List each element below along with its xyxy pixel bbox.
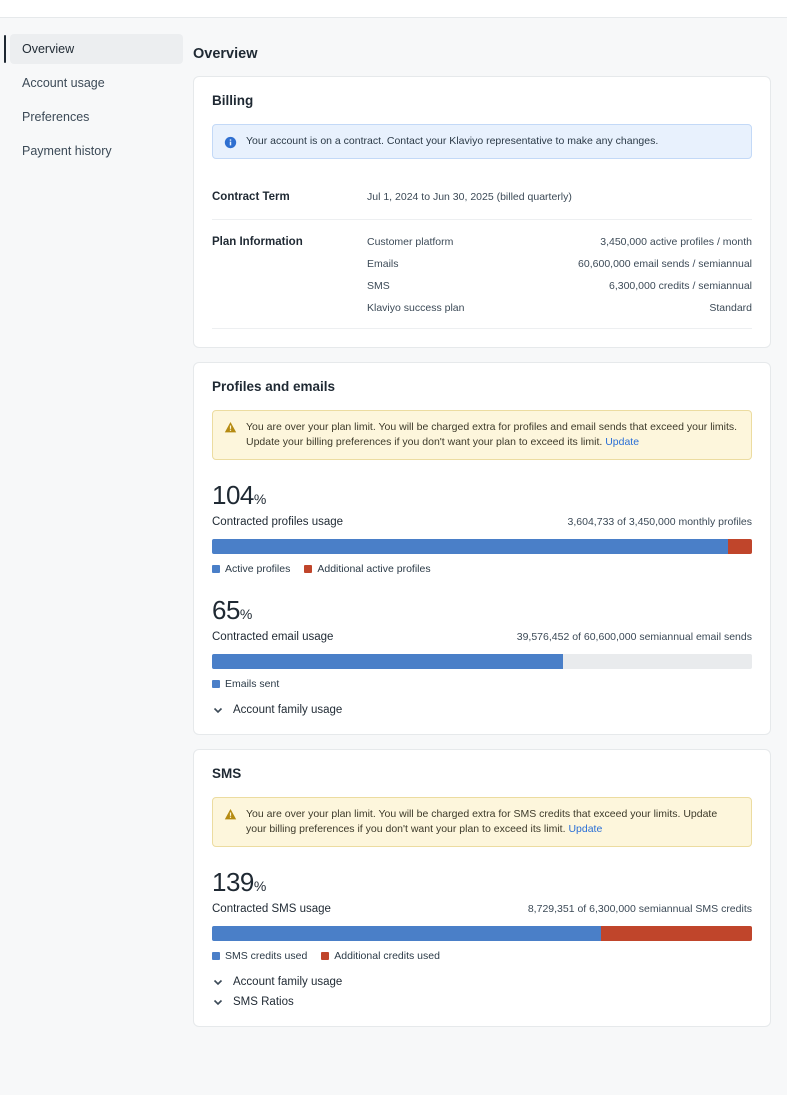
settings-sidebar [0, 18, 193, 170]
legend-label: Additional credits used [334, 950, 440, 962]
legend-swatch-blue [212, 952, 220, 960]
page-title: Overview [193, 46, 258, 62]
plan-line-value: 3,450,000 active profiles / month [600, 236, 752, 248]
plan-line-value: Standard [709, 302, 752, 314]
sms-ratios-label: SMS Ratios [233, 996, 294, 1008]
warning-icon [224, 421, 237, 434]
sidebar-item-overview[interactable] [10, 34, 183, 64]
profiles-usage-legend [212, 563, 752, 575]
plan-line-value: 6,300,000 credits / semiannual [608, 280, 752, 292]
main-content [193, 18, 787, 1041]
email-usage-bar [212, 654, 752, 669]
sidebar-item-label: Account usage [22, 76, 105, 90]
plan-line [367, 278, 752, 300]
percent-sign: % [253, 491, 266, 507]
legend-label: SMS credits used [225, 950, 308, 962]
profiles-emails-warning-text: You are over your plan limit. You will be charged extra for profiles and email sends that exceed your limits. Update your billing preferences if you don't want your plan to exceed its limit. [246, 421, 738, 448]
percent-sign: % [239, 606, 252, 622]
email-usage-detail: 39,576,452 of 60,600,000 semiannual email sends [516, 631, 752, 643]
profiles-usage-detail: 3,604,733 of 3,450,000 monthly profiles [567, 516, 752, 528]
legend-item-emails-sent [212, 678, 279, 690]
sidebar-item-account-usage[interactable] [10, 68, 183, 98]
legend-item-sms-credits-used [212, 950, 307, 962]
update-billing-preferences-link[interactable]: Update [568, 823, 603, 835]
sms-usage-bar [212, 926, 752, 941]
chevron-down-icon [212, 996, 224, 1008]
legend-swatch-red [304, 565, 312, 573]
plan-line-value: 60,600,000 email sends / semiannual [578, 258, 752, 270]
plan-line-name: Customer platform [367, 236, 454, 248]
email-usage-percent-value: 65 [212, 595, 240, 625]
sms-usage-bar-overage [601, 926, 752, 941]
sms-account-family-usage-toggle[interactable] [212, 976, 752, 988]
sms-usage-percent-value: 139 [212, 867, 254, 897]
contract-info-banner [212, 124, 752, 159]
sms-warning-banner [212, 797, 752, 847]
info-icon [224, 136, 237, 149]
email-usage-bar-base [212, 654, 563, 669]
sms-usage-percent [212, 867, 752, 901]
profiles-usage-row [212, 516, 752, 528]
legend-item-additional-active-profiles [304, 563, 430, 575]
profiles-usage-percent-value: 104 [212, 480, 254, 510]
plan-information-row [212, 220, 752, 329]
profiles-usage-bar-overage [728, 539, 752, 554]
plan-line-name: Klaviyo success plan [367, 302, 465, 314]
sms-usage-label: Contracted SMS usage [212, 903, 331, 915]
sidebar-item-payment-history[interactable] [10, 136, 183, 166]
warning-icon [224, 808, 237, 821]
sms-account-family-usage-label: Account family usage [233, 976, 343, 988]
billing-card [193, 76, 771, 348]
profiles-usage-percent [212, 480, 752, 514]
plan-line [367, 300, 752, 314]
chevron-down-icon [212, 976, 224, 988]
percent-sign: % [253, 878, 266, 894]
profiles-emails-warning-banner [212, 410, 752, 460]
sms-card-title: SMS [212, 766, 242, 781]
plan-line [367, 256, 752, 278]
legend-item-additional-credits-used [321, 950, 440, 962]
sidebar-item-preferences[interactable] [10, 102, 183, 132]
profiles-usage-bar-base [212, 539, 728, 554]
legend-label: Additional active profiles [317, 563, 431, 575]
sms-usage-detail: 8,729,351 of 6,300,000 semiannual SMS credits [527, 903, 752, 915]
contract-term-value: Jul 1, 2024 to Jun 30, 2025 (billed quarterly) [367, 191, 572, 203]
contract-term-row [212, 175, 752, 220]
sidebar-item-label: Preferences [22, 110, 90, 124]
sms-card [193, 749, 771, 1027]
chevron-down-icon [212, 704, 224, 716]
sms-usage-bar-base [212, 926, 601, 941]
sms-ratios-toggle[interactable] [212, 996, 752, 1008]
contract-info-text: Your account is on a contract. Contact your Klaviyo representative to make any changes. [246, 135, 659, 147]
plan-information-label: Plan Information [212, 236, 303, 248]
email-usage-label: Contracted email usage [212, 631, 334, 643]
legend-swatch-blue [212, 680, 220, 688]
legend-swatch-blue [212, 565, 220, 573]
billing-card-title: Billing [212, 93, 254, 108]
plan-line-name: Emails [367, 258, 399, 270]
legend-item-active-profiles [212, 563, 290, 575]
legend-swatch-red [321, 952, 329, 960]
profiles-usage-bar [212, 539, 752, 554]
sms-warning-text: You are over your plan limit. You will be charged extra for SMS credits that exceed your limits. Update your billing preferences if you don't want your plan to exceed its limit. [246, 808, 718, 835]
legend-label: Active profiles [225, 563, 291, 575]
legend-label: Emails sent [225, 678, 280, 690]
sms-usage-row [212, 903, 752, 915]
update-billing-preferences-link[interactable]: Update [605, 436, 640, 448]
plan-line [367, 234, 752, 256]
email-usage-legend [212, 678, 752, 690]
top-chrome-bar [0, 0, 787, 18]
account-family-usage-toggle[interactable] [212, 704, 752, 716]
profiles-usage-label: Contracted profiles usage [212, 516, 344, 528]
profiles-emails-card-title: Profiles and emails [212, 379, 336, 394]
email-usage-row [212, 631, 752, 643]
account-family-usage-label: Account family usage [233, 704, 343, 716]
contract-term-label: Contract Term [212, 191, 290, 203]
sidebar-item-label: Payment history [22, 144, 112, 158]
email-usage-percent [212, 595, 752, 629]
profiles-and-emails-card [193, 362, 771, 735]
sms-usage-legend [212, 950, 752, 962]
plan-line-name: SMS [367, 280, 390, 292]
page-body [0, 18, 787, 1095]
sidebar-item-label: Overview [22, 42, 75, 56]
